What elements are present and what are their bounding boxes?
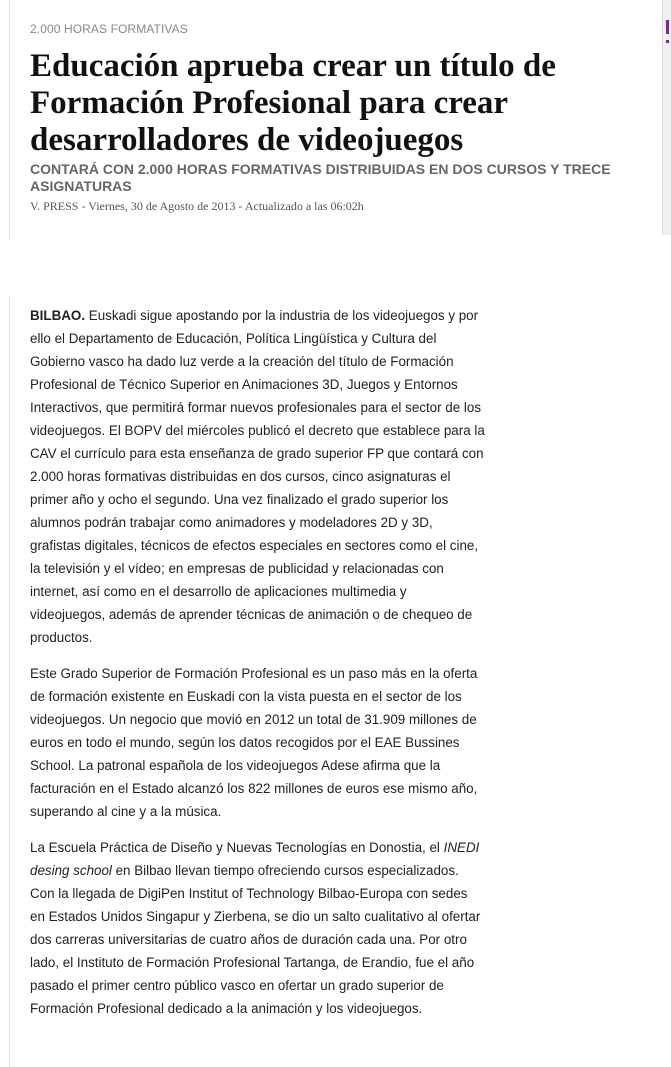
article-meta: V. PRESS - Viernes, 30 de Agosto de 2013 - Actualizado a las 06:02h bbox=[30, 199, 364, 213]
paragraph-1-text: Euskadi sigue apostando por la industria de los videojuegos y por ello el Departamento de Educación, Política Lingüística y Cultura del Gobierno vasco ha dado luz verde a la creación del título de Formación Profesional de Técnico Superior en Animaciones 3D, Juegos y Entornos Interactivos, que permitirá formar nuevos profesionales para el sector de los videojuegos. El BOPV del miércoles publicó el decreto que establece para la CAV el currículo para esta enseñanza de grado superior FP que contará con 2.000 horas formativas distribuidas en dos cursos, cinco asignaturas el primer año y ocho el segundo. Una vez finalizado el grado superior los alumnos podrán trabajar como animadores y modeladores 2D y 3D, grafistas digitales, técnicos de efectos especiales en sectores como el cine, la televisión y el vídeo; en empresas de publicidad y relacionadas con internet, así como en el desarrollo de aplicaciones multimedia y videojuegos, además de aprender técnicas de animación o de chequeo de productos. bbox=[30, 308, 485, 645]
article-header bbox=[30, 22, 650, 214]
left-divider-bottom bbox=[9, 296, 10, 1067]
dateline: BILBAO. bbox=[30, 308, 86, 323]
paragraph-3 bbox=[30, 836, 485, 1020]
article-body bbox=[30, 304, 485, 1033]
right-sidebar-edge bbox=[662, 0, 671, 235]
article-subtitle: CONTARÁ CON 2.000 HORAS FORMATIVAS DISTRIBUIDAS EN DOS CURSOS Y TRECE ASIGNATURAS bbox=[30, 161, 611, 194]
right-accent-dot bbox=[666, 40, 669, 43]
paragraph-1 bbox=[30, 304, 485, 649]
paragraph-3-text-a: La Escuela Práctica de Diseño y Nuevas Tecnologías en Donostia, el bbox=[30, 840, 444, 855]
article-kicker: 2.000 HORAS FORMATIVAS bbox=[30, 22, 188, 36]
right-accent-mark bbox=[666, 20, 669, 34]
left-divider-top bbox=[9, 0, 10, 240]
paragraph-3-italic: INEDI desing school bbox=[30, 840, 480, 878]
article-title: Educación aprueba crear un título de Formación Profesional para crear desarrolladores de videojuegos bbox=[30, 48, 556, 158]
paragraph-3-text-b: en Bilbao llevan tiempo ofreciendo cursos especializados. Con la llegada de DigiPen Institut of Technology Bilbao-Europa con sedes en Estados Unidos Singapur y Zierbena, se dio un salto cualitativo al ofertar dos carreras universitarias de cuatro años de duración cada una. Por otro lado, el Instituto de Formación Profesional Tartanga, de Erandio, fue el año pasado el primer centro público vasco en ofertar un grado superior de Formación Profesional dedicado a la animación y los videojuegos. bbox=[30, 863, 481, 1016]
paragraph-2: Este Grado Superior de Formación Profesional es un paso más en la oferta de formación existente en Euskadi con la vista puesta en el sector de los videojuegos. Un negocio que movió en 2012 un total de 31.909 millones de euros en todo el mundo, según los datos recogidos por el EAE Bussines School. La patronal española de los videojuegos Adese afirma que la facturación en el Estado alcanzó los 822 millones de euros ese mismo año, superando al cine y a la música. bbox=[30, 666, 478, 819]
